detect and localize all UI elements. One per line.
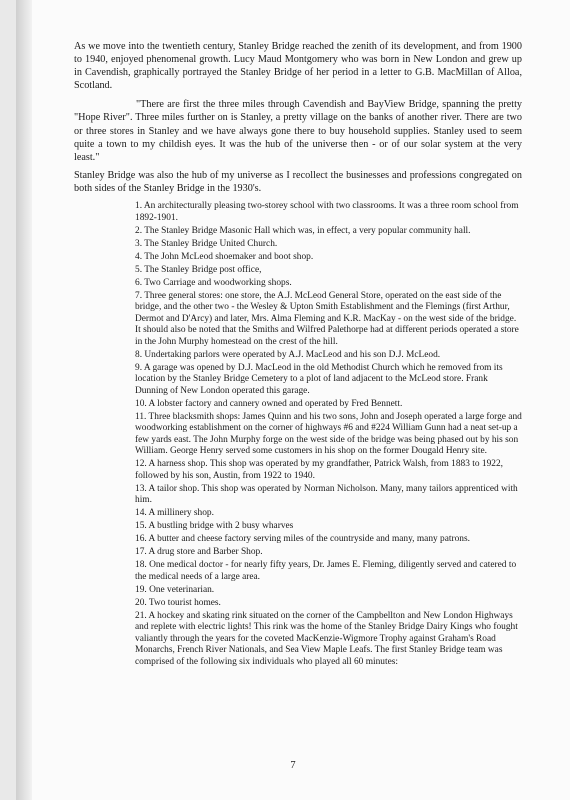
list-item: 2. The Stanley Bridge Masonic Hall which was, in effect, a very popular community hall.: [135, 225, 471, 236]
list-item: 5. The Stanley Bridge post office,: [135, 264, 262, 275]
list-item: 16. A butter and cheese factory serving miles of the countryside and many, many patrons.: [135, 534, 470, 545]
montgomery-quote: "There are first the three miles through Cavendish and BayView Bridge, spanning the pretty "Hope River". Three miles further on is Stanley, a pretty village on the banks of another river. There are two or three stores in Stanley and we have always gone there to buy household supplies. Stanley used to seem quite a town to my childish eyes. It was the hub of the universe then - or of our solar system at the very least.": [74, 99, 522, 163]
list-item: 6. Two Carriage and woodworking shops.: [135, 277, 292, 288]
list-item: 1. An architecturally pleasing two-storey school with two classrooms. It was a three room school from 1892-1901.: [135, 201, 519, 223]
page-number: 7: [290, 760, 296, 771]
list-item: 8. Undertaking parlors were operated by A.J. MacLeod and his son D.J. McLeod.: [135, 349, 441, 360]
list-item: 12. A harness shop. This shop was operated by my grandfather, Patrick Walsh, from 1883 to 1922, followed by his son, Austin, from 1922 to 1940.: [135, 459, 503, 481]
intro-paragraph: As we move into the twentieth century, Stanley Bridge reached the zenith of its development, and from 1900 to 1940, enjoyed phenomenal growth. Lucy Maud Montgomery who was born in New London and grew up in Cavendish, graphically portrayed the Stanley Bridge of her period in a letter to G.B. MacMillan of Alloa, Scotland.: [74, 41, 522, 92]
list-item: 10. A lobster factory and cannery owned and operated by Fred Bennett.: [135, 398, 403, 409]
list-item: 21. A hockey and skating rink situated on the corner of the Campbellton and New London Highways and replete with electric lights! This rink was the home of the Stanley Bridge Dairy Kings who fought valiantly through the years for the coveted MacKenzie-Wigmore Trophy against Graham's Road Monarchs, French River Nationals, and Sea View Maple Leafs. The first Stanley Bridge team was comprised of the following six individuals who played all 60 minutes:: [135, 610, 518, 667]
list-item: 4. The John McLeod shoemaker and boot shop.: [135, 251, 314, 262]
list-item: 18. One medical doctor - for nearly fifty years, Dr. James E. Fleming, diligently served and catered to the medical needs of a large area.: [135, 560, 517, 582]
businesses-list: [74, 201, 522, 668]
list-item: 14. A millinery shop.: [135, 508, 214, 519]
list-item: 17. A drug store and Barber Shop.: [135, 547, 263, 558]
list-item: 13. A tailor shop. This shop was operated by Norman Nicholson. Many, many tailors apprenticed with him.: [135, 483, 518, 506]
list-item: 11. Three blacksmith shops: James Quinn and his two sons, John and Joseph operated a large forge and woodworking establishment on the corner of highways #6 and #224 William Gunn had a neat set-up a few yards east. The John Murphy forge on the west side of the bridge was being phased out by his son William. George Henry served some customers in his shop on the former Dougald Henry site.: [135, 411, 522, 457]
list-item: 7. Three general stores: one store, the A.J. McLeod General Store, operated on the east side of the bridge, and the other two - the Wesley & Upton Smith Establishment and the Flemings (first Arthur, Dermot and D'Arcy) and later, Mrs. Alma Fleming and K.R. MacKay - on the west side of the bridge. It should also be noted that the Smiths and Wilfred Palethorpe had at different periods operated a store in the John Murphy homestead on the crest of the hill.: [135, 290, 519, 347]
hub-paragraph: Stanley Bridge was also the hub of my universe as I recollect the businesses and professions congregated on both sides of the Stanley Bridge in the 1930's.: [74, 169, 522, 194]
list-item: 20. Two tourist homes.: [135, 597, 221, 608]
list-item: 3. The Stanley Bridge United Church.: [135, 238, 278, 249]
list-item: 15. A bustling bridge with 2 busy wharves: [135, 521, 294, 532]
list-item: 9. A garage was opened by D.J. MacLeod in the old Methodist Church which he removed from its location by the Stanley Bridge Cemetery to a plot of land adjacent to the McLeod store. Frank Dunning of New London operated this garage.: [135, 362, 503, 396]
document-page: [16, 0, 570, 800]
list-item: 19. One veterinarian.: [135, 584, 215, 595]
page-left-edge: [16, 0, 32, 800]
